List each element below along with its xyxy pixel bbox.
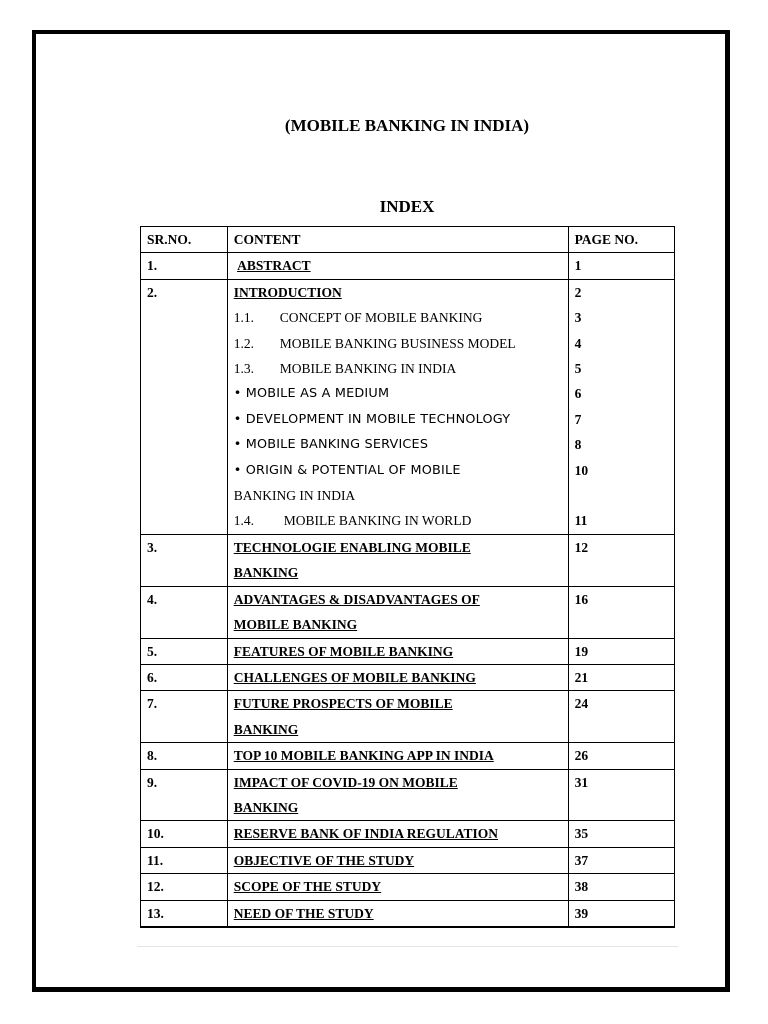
- bullet-item: • MOBILE AS A MEDIUM: [233, 386, 390, 402]
- row-srno: 9.: [141, 769, 228, 821]
- row-content-link[interactable]: FUTURE PROSPECTS OF MOBILE: [233, 696, 453, 712]
- table-row: [141, 691, 675, 743]
- bullet-item: • MOBILE BANKING SERVICES: [233, 437, 429, 453]
- row-srno: 11.: [141, 847, 228, 873]
- row-content: [227, 253, 568, 279]
- table-row: [141, 847, 675, 873]
- row-page: 1: [568, 253, 674, 279]
- row-page: 19: [568, 638, 674, 664]
- row-content: [227, 638, 568, 664]
- row-content-link[interactable]: TOP 10 MOBILE BANKING APP IN INDIA: [233, 748, 494, 764]
- row-content-link[interactable]: CHALLENGES OF MOBILE BANKING: [233, 669, 476, 685]
- row-srno: [141, 926, 228, 927]
- row-page: 21: [568, 664, 674, 690]
- row-page: 26: [568, 743, 674, 769]
- row-srno: 8.: [141, 743, 228, 769]
- row-content-link[interactable]: TECHNOLOGIE ENABLING MOBILE: [233, 539, 471, 555]
- row-content: [227, 743, 568, 769]
- row-page: 24: [568, 691, 674, 743]
- row-srno: 7.: [141, 691, 228, 743]
- row-content-link-cont[interactable]: BANKING: [233, 721, 299, 737]
- row-page: 35: [568, 821, 674, 847]
- row-content: [227, 874, 568, 900]
- table-row: [141, 743, 675, 769]
- table-row: [141, 926, 675, 927]
- row-content-link[interactable]: NEED OF THE STUDY: [233, 905, 374, 921]
- row-page: 37: [568, 847, 674, 873]
- table-row: [141, 279, 675, 534]
- row-page: 39: [568, 900, 674, 926]
- table-row: [141, 638, 675, 664]
- index-heading: INDEX: [379, 197, 435, 216]
- bullet-continuation: BANKING IN INDIA: [233, 488, 356, 504]
- row-content-link-cont[interactable]: MOBILE BANKING: [233, 617, 358, 633]
- row-srno: 3.: [141, 534, 228, 586]
- row-content: [227, 847, 568, 873]
- table-row: [141, 586, 675, 638]
- row-content-link-cont[interactable]: BANKING: [233, 799, 299, 815]
- row-content: [227, 586, 568, 638]
- row-page: [568, 926, 674, 927]
- table-row: [141, 664, 675, 690]
- table-row: [141, 769, 675, 821]
- table-row: [141, 874, 675, 900]
- row-content-link[interactable]: ADVANTAGES & DISADVANTAGES OF: [233, 591, 480, 607]
- row-content-link[interactable]: OBJECTIVE OF THE STUDY: [233, 852, 415, 868]
- row-content-link[interactable]: SCOPE OF THE STUDY: [233, 879, 382, 895]
- header-content: CONTENT: [227, 227, 568, 253]
- row-content-link[interactable]: INTRODUCTION: [233, 284, 342, 300]
- index-table: [140, 226, 675, 928]
- row-srno: 5.: [141, 638, 228, 664]
- header-page: PAGE NO.: [568, 227, 674, 253]
- row-srno: 1.: [141, 253, 228, 279]
- row-page: 38: [568, 874, 674, 900]
- row-content: [227, 534, 568, 586]
- row-content-link-cont[interactable]: BANKING: [233, 565, 299, 581]
- row-content-link[interactable]: IMPACT OF COVID-19 ON MOBILE: [233, 774, 458, 790]
- row-content: [227, 769, 568, 821]
- row-content: [227, 926, 568, 927]
- row-srno: 4.: [141, 586, 228, 638]
- row-srno: 12.: [141, 874, 228, 900]
- row-srno: 2.: [141, 279, 228, 534]
- document-title: (MOBILE BANKING IN INDIA): [284, 116, 530, 135]
- row-page: 31: [568, 769, 674, 821]
- row-content-link[interactable]: ABSTRACT: [237, 258, 311, 274]
- row-page: 12: [568, 534, 674, 586]
- row-srno: 6.: [141, 664, 228, 690]
- row-page: 2 3 4 5 6 7 8 10 11: [568, 279, 674, 534]
- table-row: [141, 253, 675, 279]
- row-content-link[interactable]: FEATURES OF MOBILE BANKING: [233, 643, 454, 659]
- table-row: [141, 900, 675, 926]
- subitem: 1.3. MOBILE BANKING IN INDIA: [233, 361, 457, 377]
- row-content-link[interactable]: RESERVE BANK OF INDIA REGULATION: [233, 826, 499, 842]
- row-srno: 13.: [141, 900, 228, 926]
- footer-divider: [137, 946, 678, 947]
- header-srno: SR.NO.: [141, 227, 228, 253]
- row-srno: 10.: [141, 821, 228, 847]
- row-content: [227, 279, 568, 534]
- table-header-row: [141, 227, 675, 253]
- bullet-item: • ORIGIN & POTENTIAL OF MOBILE: [233, 462, 461, 478]
- subitem: 1.2. MOBILE BANKING BUSINESS MODEL: [233, 335, 516, 351]
- row-content: [227, 691, 568, 743]
- table-row: [141, 534, 675, 586]
- subitem: 1.4. MOBILE BANKING IN WORLD: [233, 513, 472, 529]
- row-page: 16: [568, 586, 674, 638]
- row-content: [227, 821, 568, 847]
- table-row: [141, 821, 675, 847]
- row-content: [227, 900, 568, 926]
- bullet-item: • DEVELOPMENT IN MOBILE TECHNOLOGY: [233, 411, 511, 427]
- subitem: 1.1. CONCEPT OF MOBILE BANKING: [233, 310, 483, 326]
- row-content: [227, 664, 568, 690]
